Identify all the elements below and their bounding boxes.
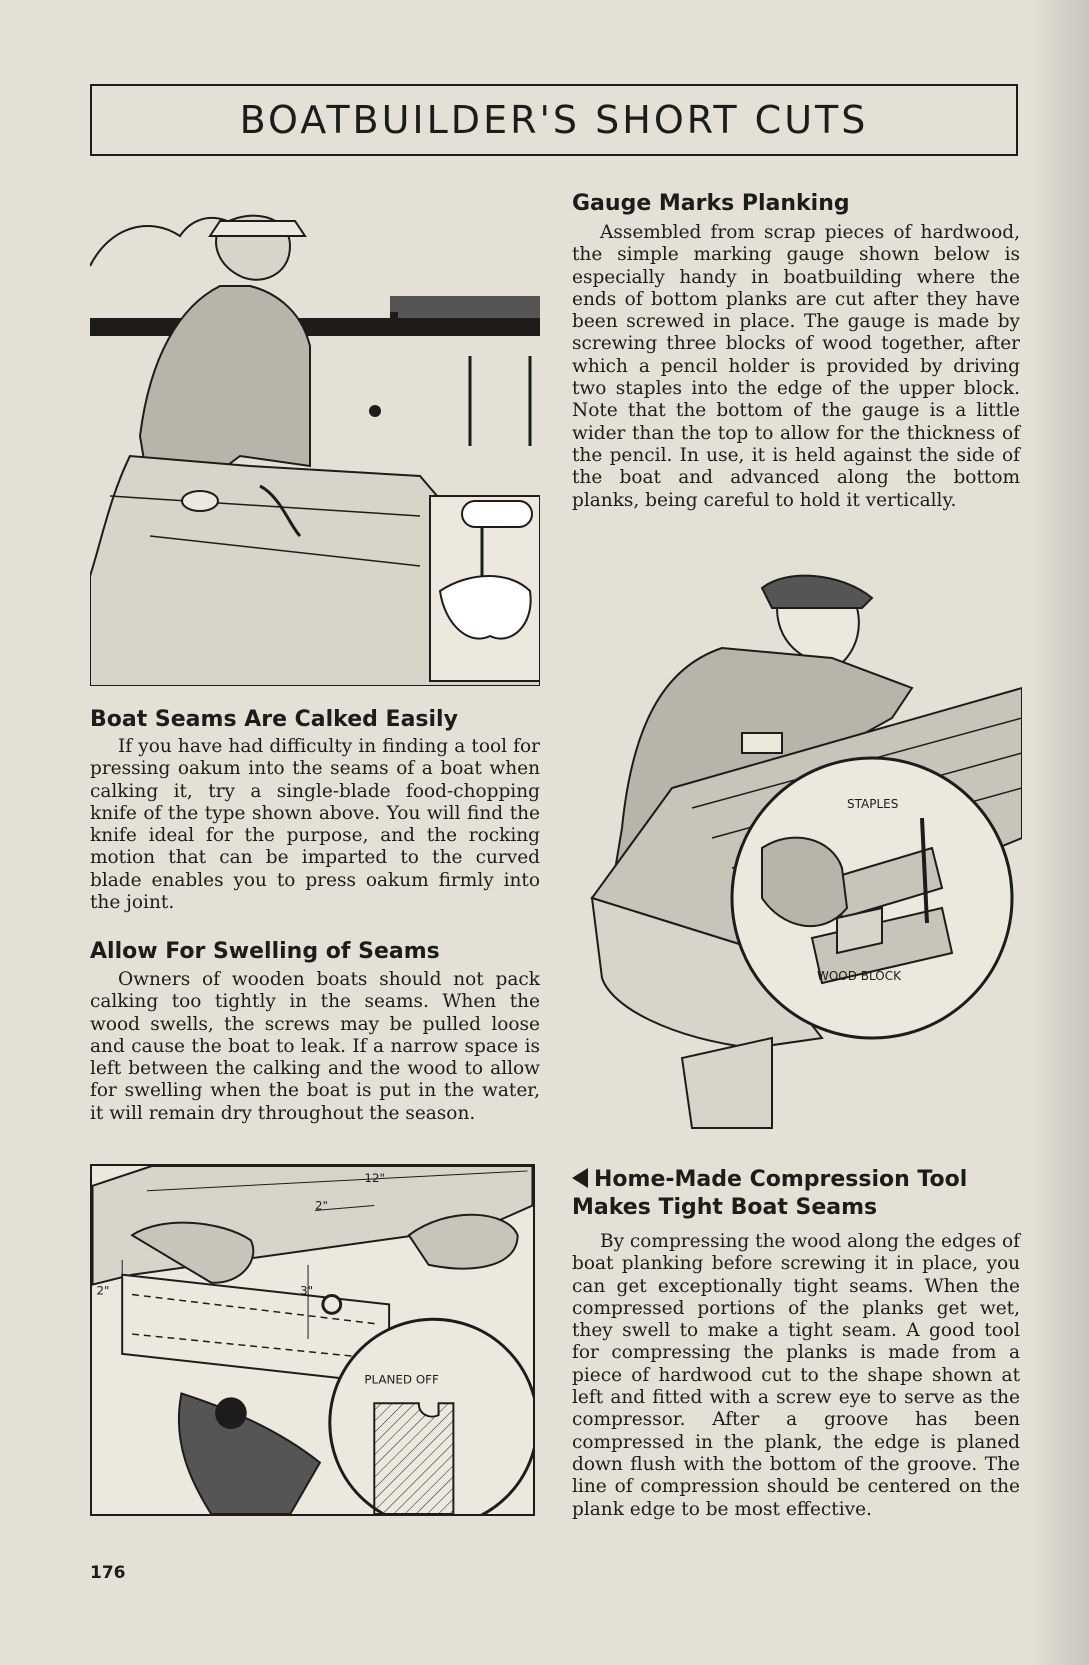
gauge-body: Assembled from scrap pieces of hardwood, the simple marking gauge shown below is especially handy in boatbuilding where the ends of bottom planks are cut after they have been screwed in place. The gauge is made by screwing three blocks of wood together, after which a pencil holder is provided by driving two staples into the edge of the upper block. Note that the bottom of the gauge is a little wider than the top to allow for the thickness of the pencil. In use, it is held against the side of the boat and advanced along the bottom planks, being careful to hold it vertically. — [572, 222, 1020, 511]
gauge-drawing — [572, 568, 1022, 1138]
compression-heading-line2: Makes Tight Boat Seams — [572, 1195, 878, 1220]
calking-illustration — [90, 196, 540, 686]
calking-drawing — [90, 196, 540, 686]
swelling-heading: Allow For Swelling of Seams — [90, 939, 440, 964]
gauge-heading: Gauge Marks Planking — [572, 191, 850, 216]
compression-heading-line1: Home-Made Compression Tool — [594, 1167, 968, 1192]
wood-block-label: WOOD BLOCK — [817, 969, 901, 983]
page-title: BOATBUILDER'S SHORT CUTS — [239, 98, 869, 142]
page-title-box — [90, 84, 1018, 156]
compression-tool-illustration — [90, 1164, 535, 1516]
staples-label: STAPLES — [847, 797, 899, 811]
page-edge-shadow — [1029, 0, 1089, 1665]
dim-12: 12" — [364, 1170, 385, 1185]
gauge-illustration — [572, 568, 1022, 1138]
page-number: 176 — [90, 1563, 126, 1583]
dim-2-side: 2" — [96, 1283, 110, 1298]
calking-heading: Boat Seams Are Calked Easily — [90, 707, 458, 732]
compression-heading — [572, 1166, 967, 1222]
compression-body: By compressing the wood along the edges of boat planking before screwing it in place, you can get exceptionally tight seams. When the compressed portions of the planks get wet, they swell to make a tight seam. A good tool for compressing the planks is made from a piece of hardwood cut to the shape shown at left and fitted with a screw eye to serve as the compressor. After a groove has been compressed in the plank, the edge is planed down flush with the bottom of the groove. The line of compression should be centered on the plank edge to be most effective. — [572, 1231, 1020, 1520]
arrow-left-icon — [572, 1168, 588, 1188]
compression-drawing — [92, 1166, 533, 1514]
swelling-body: Owners of wooden boats should not pack calking too tightly in the seams. When the wood swells, the screws may be pulled loose and cause the boat to leak. If a narrow space is left between the calking and the wood to allow for swelling when the boat is put in the water, it will remain dry throughout the season. — [90, 969, 540, 1124]
planed-off-label: PLANED OFF — [364, 1372, 439, 1387]
calking-body: If you have had difficulty in finding a tool for pressing oakum into the seams of a boat when calking it, try a single-blade food-chopping knife of the type shown above. You will find the knife ideal for the purpose, and the rocking motion that can be imparted to the curved blade enables you to press oakum firmly into the joint. — [90, 736, 540, 914]
dim-3: 3" — [300, 1283, 314, 1298]
dim-2-top: 2" — [314, 1198, 328, 1213]
